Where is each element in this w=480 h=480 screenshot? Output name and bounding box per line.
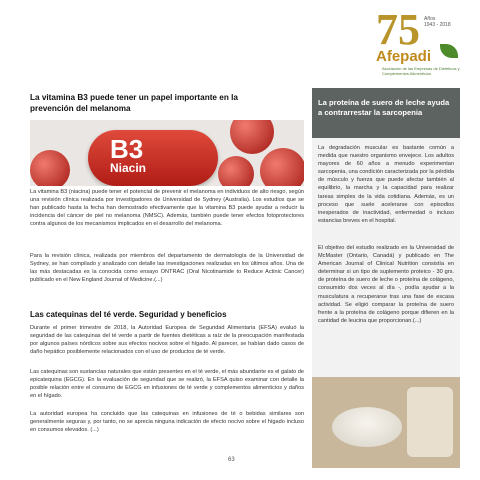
sidebar-paragraph-2: El objetivo del estudio realizado en la Universidad de McMaster (Ontario, Canadá) y publicado en The American Journal of Clinical Nutrition consistía en determinar si un tipo de suplemento proteico - 30 grs. de proteína de suero de leche o proteína de colágeno, consumido dos veces al día -, podía ayudar a la musculatura a recuperarse tras una fase de escasa actividad. Se eligió comparar la proteína de suero frente a la proteína de colágeno porque difieren en la cantidad de leucina que proporcionan.(...) [318,245,454,324]
sidebar-paragraph-1: La degradación muscular es bastante común a medida que nuestro organismo envejece. Los adultos mayores de 60 años a menudo experimentan sarcopenia, una condición caracterizada por la pérdida de músculo y fuerza que puede afectar también al equilibrio, la marcha y la capacidad para realizar tareas simples de la vida cotidiana. Además, es un proceso que suele acelerarse con episodios inesperados de inactividad, enfermedad o incluso estancias breves en el hospital. [318,145,454,224]
pill-shape [30,150,70,186]
brand-subtitle: Asociación de las Empresas de Dietéticos y Complementos Alimenticios [382,66,460,76]
capsule-niacin-text: Niacin [110,161,147,175]
capsule-b3-text: B3 [110,134,144,164]
capsule-label [110,136,146,174]
catechins-paragraph-3: La autoridad europea ha concluido que las catequinas en infusiones de té o bebidas similares son generalmente seguras y, por tanto, no se aprecia ninguna indicación de efecto nocivo sobre el hígado incluso en consumos elevados. (...) [30,411,304,434]
article-title-b3: La vitamina B3 puede tener un papel importante en la prevención del melanoma [30,93,238,113]
sidebar-title: La proteína de suero de leche ayuda a contrarrestar la sarcopenia [312,88,460,138]
page-number: 63 [228,457,235,463]
catechins-paragraph-1: Durante el primer trimestre de 2018, la Autoridad Europea de Seguridad Alimentaria (EFSA) evaluó la seguridad de las catequinas del té verde a partir de fuentes dietéticas a raíz de la preocupación manifestada por algunos países nórdicos sobre sus efectos nocivos sobre el hígado. Al parecer, se habían dado casos de daño hepático posiblemente relacionados con el uso de productos de té verde. [30,325,304,356]
years-range: 1943 - 2018 [424,22,451,28]
years-text: Años [424,16,436,22]
leaf-icon [440,44,458,58]
pill-shape [218,156,254,186]
years-label [424,16,451,28]
b3-paragraph-1: La vitamina B3 (niacina) puede tener el potencial de prevenir el melanoma en individuos de alto riesgo, según una revisión clínica realizada por investigadores de Universidad de Sydney (Australia). Los estudios que se han publicado hasta la fecha han demostrado efectivamente que la vitamina B3 puede ayudar a reducir la incidencia del cáncer de piel no melanoma (NMSC). Además, también puede tener efectos fotoprotectores contra algunos de los mecanismos implicados en el desarrollo del melanoma. [30,189,304,228]
glass-of-milk-shape [332,407,402,447]
catechins-paragraph-2: Las catequinas son sustancias naturales que están presentes en el té verde, el más abundante es el galato de epicatequina (EGCG). En la evaluación de seguridad que se realizó, la EFSA quiso examinar con detalle la posible relación entre el consumo de EGCG en infusiones de té verde y complementos alimenticios y daños en el hígado. [30,369,304,400]
b3-capsule [88,130,218,186]
article-title-catechins: Las catequinas del té verde. Seguridad y beneficios [30,310,227,319]
whey-protein-photo [312,377,460,468]
container-shape [407,387,453,457]
brand-name: Afepadi [376,48,432,65]
sidebar-box [312,88,460,468]
anniversary-number: 75 [376,5,420,54]
b3-paragraph-2: Para la revisión clínica, realizada por miembros del departamento de dermatología de la Universidad de Sydney, se han compilado y analizado con detalle las investigaciones realizadas en los últimos años. Una de las más destacadas es la conocida como ensayo ONTRAC (Oral Nicotinamide to Reduce Actinic Cancer) publicado en el New England Journal of Medicine.(...) [30,253,304,284]
pill-shape [260,148,304,186]
pill-shape [230,120,274,154]
afepadi-logo [368,5,464,80]
vitamin-b3-photo [30,120,304,186]
